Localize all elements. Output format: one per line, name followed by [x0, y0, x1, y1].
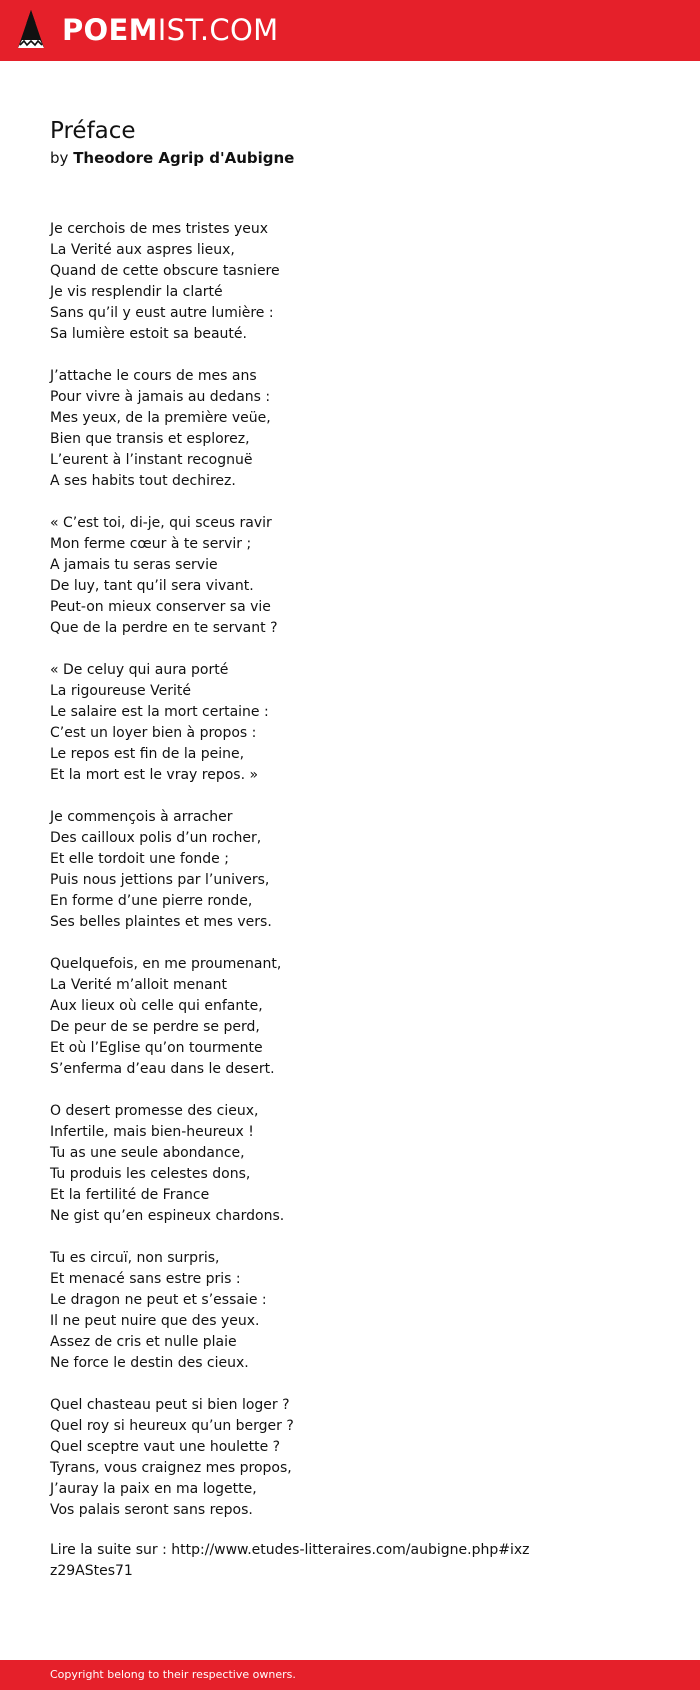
poem-line: La rigoureuse Verité [50, 683, 191, 699]
stanza [50, 513, 650, 639]
byline [50, 146, 294, 170]
poem-line: Ne force le destin des cieux. [50, 1355, 249, 1371]
logo-bold-text: POEM [62, 13, 158, 47]
poem-line: Il ne peut nuire que des yeux. [50, 1313, 260, 1329]
poem-line: Assez de cris et nulle plaie [50, 1334, 237, 1350]
poem-line: « C’est toi, di-je, qui sceus ravir [50, 515, 272, 531]
stanza [50, 1395, 650, 1521]
poem-line: Mes yeux, de la première veüe, [50, 410, 271, 426]
poem-line: Quelquefois, en me proumenant, [50, 956, 282, 972]
source-text [50, 1540, 650, 1582]
stanza [50, 1101, 650, 1227]
poem-line: Peut-on mieux conserver sa vie [50, 599, 271, 615]
poem-line: Aux lieux où celle qui enfante, [50, 998, 263, 1014]
poem-line: Tu es circuï, non surpris, [50, 1250, 220, 1266]
stanza [50, 1248, 650, 1374]
site-header [0, 0, 700, 61]
poem-line: Tyrans, vous craignez mes propos, [50, 1460, 292, 1476]
poem-line: Et menacé sans estre pris : [50, 1271, 241, 1287]
poem-line: Quel roy si heureux qu’un berger ? [50, 1418, 294, 1434]
source-line: Lire la suite sur : http://www.etudes-litteraires.com/aubigne.php#ixz [50, 1542, 530, 1558]
poem-line: C’est un loyer bien à propos : [50, 725, 257, 741]
poem-line: Sans qu’il y eust autre lumière : [50, 305, 274, 321]
poem-line: Quand de cette obscure tasniere [50, 263, 280, 279]
poem-line: Et la mort est le vray repos. » [50, 767, 259, 783]
poem-line: De peur de se perdre se perd, [50, 1019, 260, 1035]
site-logo[interactable] [62, 12, 278, 48]
poem-line: Je cerchois de mes tristes yeux [50, 221, 268, 237]
poem-line: Pour vivre à jamais au dedans : [50, 389, 271, 405]
poem-line: La Verité m’alloit menant [50, 977, 228, 993]
poem-line: Et elle tordoit une fonde ; [50, 851, 229, 867]
poem-line: Et la fertilité de France [50, 1187, 210, 1203]
poem-body [50, 219, 650, 1542]
poem-line: A jamais tu seras servie [50, 557, 218, 573]
author-name: Theodore Agrip d'Aubigne [73, 149, 295, 167]
poem-line: La Verité aux aspres lieux, [50, 242, 235, 258]
logo-light-text: IST.COM [157, 13, 279, 47]
poem-line: Infertile, mais bien-heureux ! [50, 1124, 254, 1140]
poem-line: Mon ferme cœur à te servir ; [50, 536, 252, 552]
poem-line: L’eurent à l’instant recognuë [50, 452, 253, 468]
poem-line: Ses belles plaintes et mes vers. [50, 914, 272, 930]
poem-line: De luy, tant qu’il sera vivant. [50, 578, 254, 594]
poem-title: Préface [50, 118, 136, 144]
source-line: z29AStes71 [50, 1563, 133, 1579]
stanza [50, 660, 650, 786]
poem-line: Que de la perdre en te servant ? [50, 620, 278, 636]
poem-line: Quel sceptre vaut une houlette ? [50, 1439, 281, 1455]
poem-line: Le salaire est la mort certaine : [50, 704, 269, 720]
poem-line: S’enferma d’eau dans le desert. [50, 1061, 275, 1077]
poem-line: Sa lumière estoit sa beauté. [50, 326, 247, 342]
poem-line: En forme d’une pierre ronde, [50, 893, 253, 909]
poem-line: O desert promesse des cieux, [50, 1103, 259, 1119]
poem-line: Puis nous jettions par l’univers, [50, 872, 270, 888]
poem-line: Quel chasteau peut si bien loger ? [50, 1397, 290, 1413]
poem-line: Tu produis les celestes dons, [50, 1166, 251, 1182]
by-label: by [50, 149, 69, 167]
poem-line: J’attache le cours de mes ans [50, 368, 257, 384]
poem-line: Et où l’Eglise qu’on tourmente [50, 1040, 263, 1056]
poem-line: « De celuy qui aura porté [50, 662, 229, 678]
poem-line: Le repos est fin de la peine, [50, 746, 245, 762]
poem-line: Je commençois à arracher [50, 809, 233, 825]
site-footer [0, 1660, 700, 1690]
poem-line: Je vis resplendir la clarté [50, 284, 223, 300]
poem-line: Des cailloux polis d’un rocher, [50, 830, 262, 846]
poem-line: Tu as une seule abondance, [50, 1145, 245, 1161]
stanza [50, 366, 650, 492]
stanza [50, 807, 650, 933]
copyright-text: Copyright belong to their respective owners. [50, 1668, 296, 1681]
poem-line: Ne gist qu’en espineux chardons. [50, 1208, 285, 1224]
poem-line: Le dragon ne peut et s’essaie : [50, 1292, 267, 1308]
poem-line: A ses habits tout dechirez. [50, 473, 236, 489]
stanza [50, 954, 650, 1080]
poem-line: Bien que transis et esplorez, [50, 431, 250, 447]
poem-line: Vos palais seront sans repos. [50, 1502, 253, 1518]
pencil-icon[interactable] [18, 10, 44, 52]
stanza [50, 219, 650, 345]
poem-line: J’auray la paix en ma logette, [50, 1481, 257, 1497]
